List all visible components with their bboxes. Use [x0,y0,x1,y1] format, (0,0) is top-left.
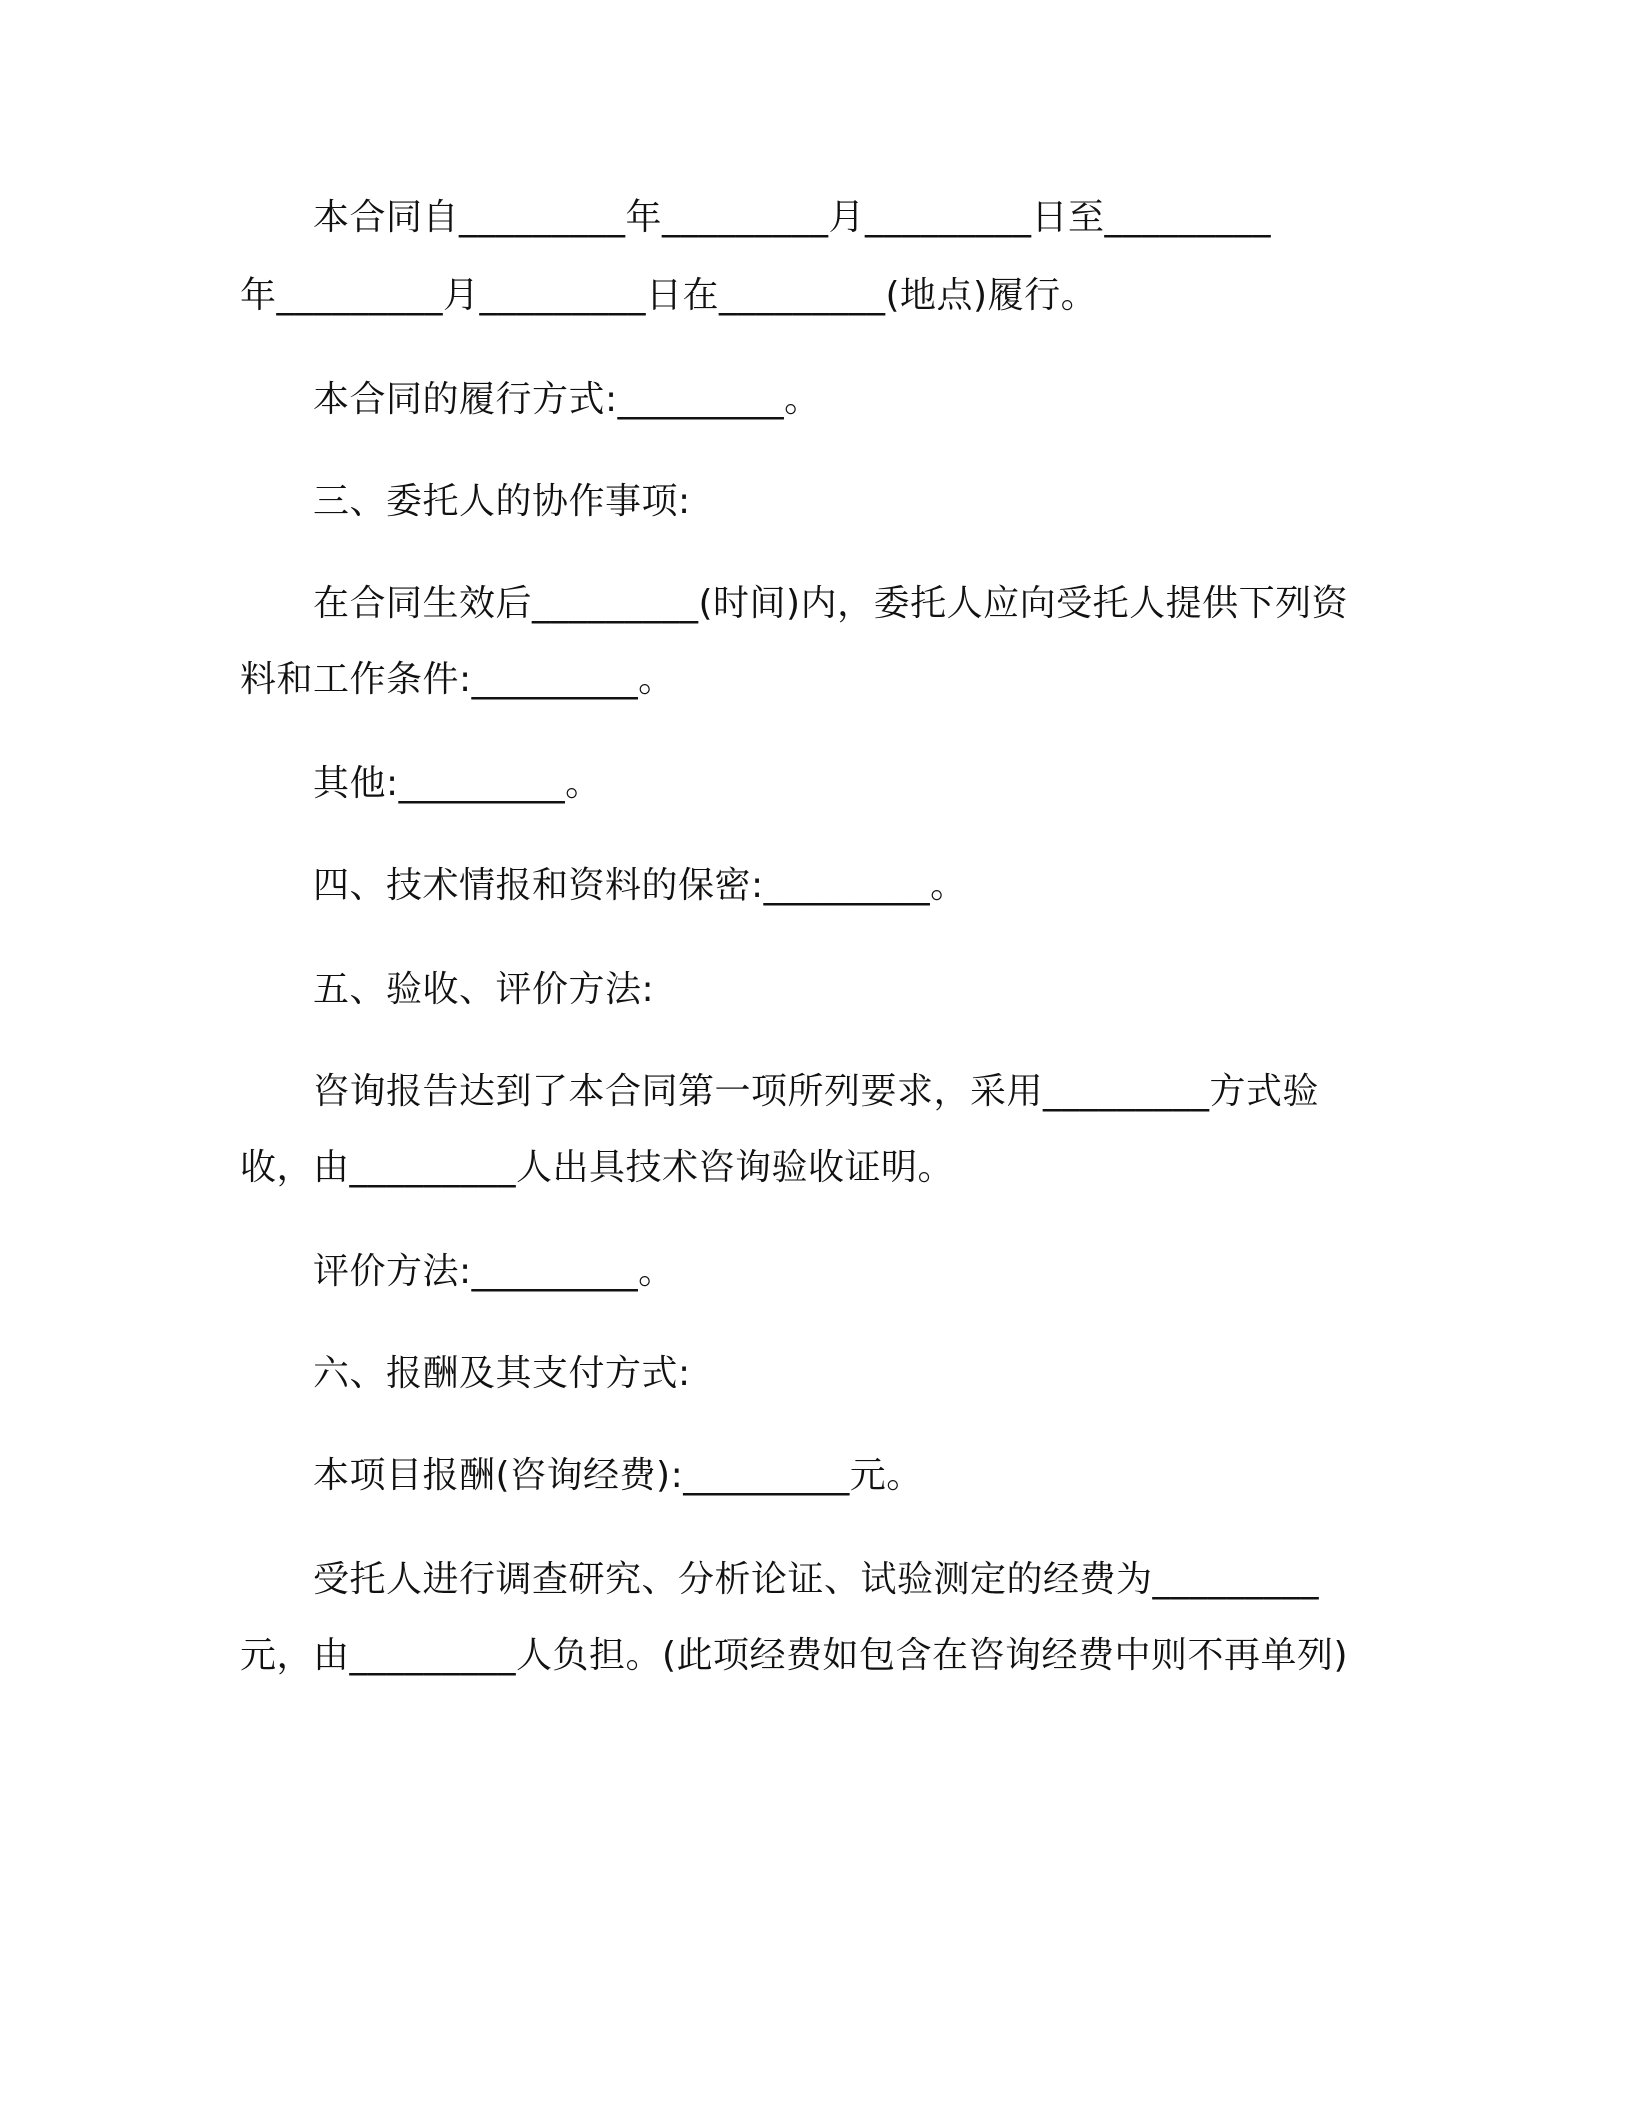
acceptance-line-1: 咨询报告达到了本合同第一项所列要求，采用_________方式验 [313,1071,1320,1112]
evaluation-method-line: 评价方法:_________。 [313,1251,675,1292]
section-4-heading: 四、技术情报和资料的保密:_________。 [313,865,967,906]
expense-line-1: 受托人进行调查研究、分析论证、试验测定的经费为_________ [313,1559,1320,1600]
contract-term-line-2: 年_________月_________日在_________(地点)履行。 [240,275,1098,316]
acceptance-line-2: 收，由_________人出具技术咨询验收证明。 [240,1147,955,1188]
other-line: 其他:_________。 [313,763,602,804]
contract-term-line-1: 本合同自_________年_________月_________日至_________ [313,197,1272,238]
section-6-heading: 六、报酬及其支付方式: [313,1353,691,1394]
expense-line-2: 元，由_________人负担。(此项经费如包含在咨询经费中则不再单列) [240,1635,1349,1676]
section-5-heading: 五、验收、评价方法: [313,969,655,1010]
cooperation-line-2: 料和工作条件:_________。 [240,659,675,700]
section-3-heading: 三、委托人的协作事项: [313,481,691,522]
remuneration-line: 本项目报酬(咨询经费):_________元。 [313,1455,923,1496]
performance-method-line: 本合同的履行方式:_________。 [313,379,821,420]
cooperation-line-1: 在合同生效后_________(时间)内，委托人应向受托人提供下列资 [313,583,1349,624]
